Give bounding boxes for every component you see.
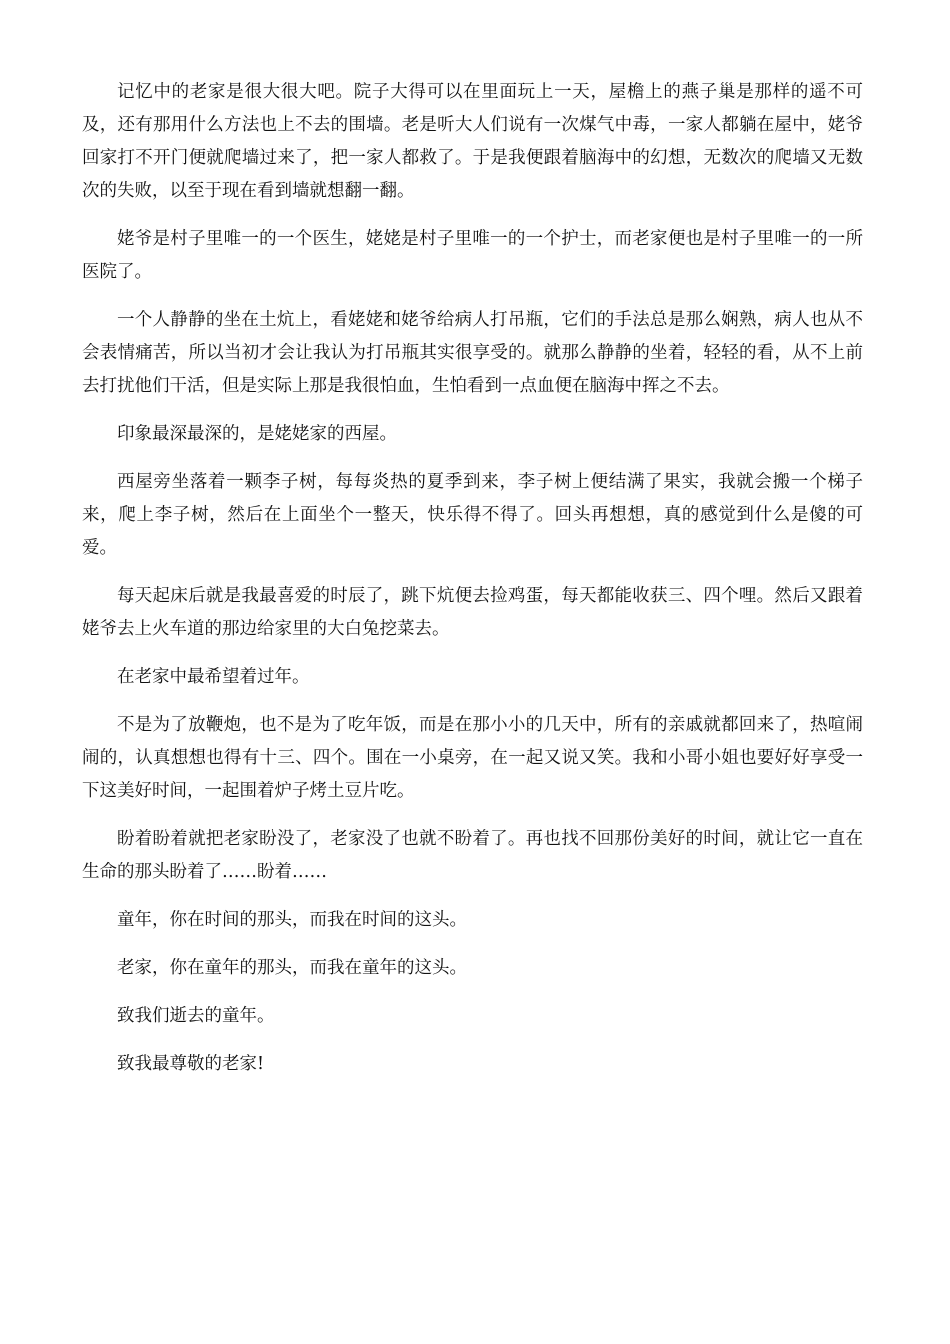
paragraph: 在老家中最希望着过年。 bbox=[117, 667, 310, 687]
paragraph: 不是为了放鞭炮，也不是为了吃年饭，而是在那小小的几天中，所有的亲戚就都回来了，热喧闹闹的，认真想想也得有十三、四个。围在一小桌旁，在一起又说又笑。我和小哥小姐也要好好享受一下这美好时间，一起围着炉子烤土豆片吃。 bbox=[82, 715, 863, 801]
paragraph: 每天起床后就是我最喜爱的时辰了，跳下炕便去捡鸡蛋，每天都能收获三、四个哩。然后又跟着姥爷去上火车道的那边给家里的大白兔挖菜去。 bbox=[82, 586, 863, 639]
document-body bbox=[82, 76, 863, 1096]
paragraph: 盼着盼着就把老家盼没了，老家没了也就不盼着了。再也找不回那份美好的时间，就让它一直在生命的那头盼着了……盼着…… bbox=[82, 829, 863, 882]
paragraph: 童年，你在时间的那头，而我在时间的这头。 bbox=[117, 910, 467, 930]
paragraph: 姥爷是村子里唯一的一个医生，姥姥是村子里唯一的一个护士，而老家便也是村子里唯一的一所医院了。 bbox=[82, 229, 863, 282]
paragraph: 致我们逝去的童年。 bbox=[117, 1006, 275, 1026]
paragraph: 一个人静静的坐在土炕上，看姥姥和姥爷给病人打吊瓶，它们的手法总是那么娴熟，病人也从不会表情痛苦，所以当初才会让我认为打吊瓶其实很享受的。就那么静静的坐着，轻轻的看，从不上前去打扰他们干活，但是实际上那是我很怕血，生怕看到一点血便在脑海中挥之不去。 bbox=[82, 310, 863, 396]
paragraph: 西屋旁坐落着一颗李子树，每每炎热的夏季到来，李子树上便结满了果实，我就会搬一个梯子来，爬上李子树，然后在上面坐个一整天，快乐得不得了。回头再想想，真的感觉到什么是傻的可爱。 bbox=[82, 472, 863, 558]
paragraph: 印象最深最深的，是姥姥家的西屋。 bbox=[117, 424, 397, 444]
paragraph: 致我最尊敬的老家! bbox=[117, 1054, 265, 1074]
paragraph: 记忆中的老家是很大很大吧。院子大得可以在里面玩上一天，屋檐上的燕子巢是那样的遥不可及，还有那用什么方法也上不去的围墙。老是听大人们说有一次煤气中毒，一家人都躺在屋中，姥爷回家打不开门便就爬墙过来了，把一家人都救了。于是我便跟着脑海中的幻想，无数次的爬墙又无数次的失败，以至于现在看到墙就想翻一翻。 bbox=[82, 82, 863, 201]
paragraph: 老家，你在童年的那头，而我在童年的这头。 bbox=[117, 958, 467, 978]
